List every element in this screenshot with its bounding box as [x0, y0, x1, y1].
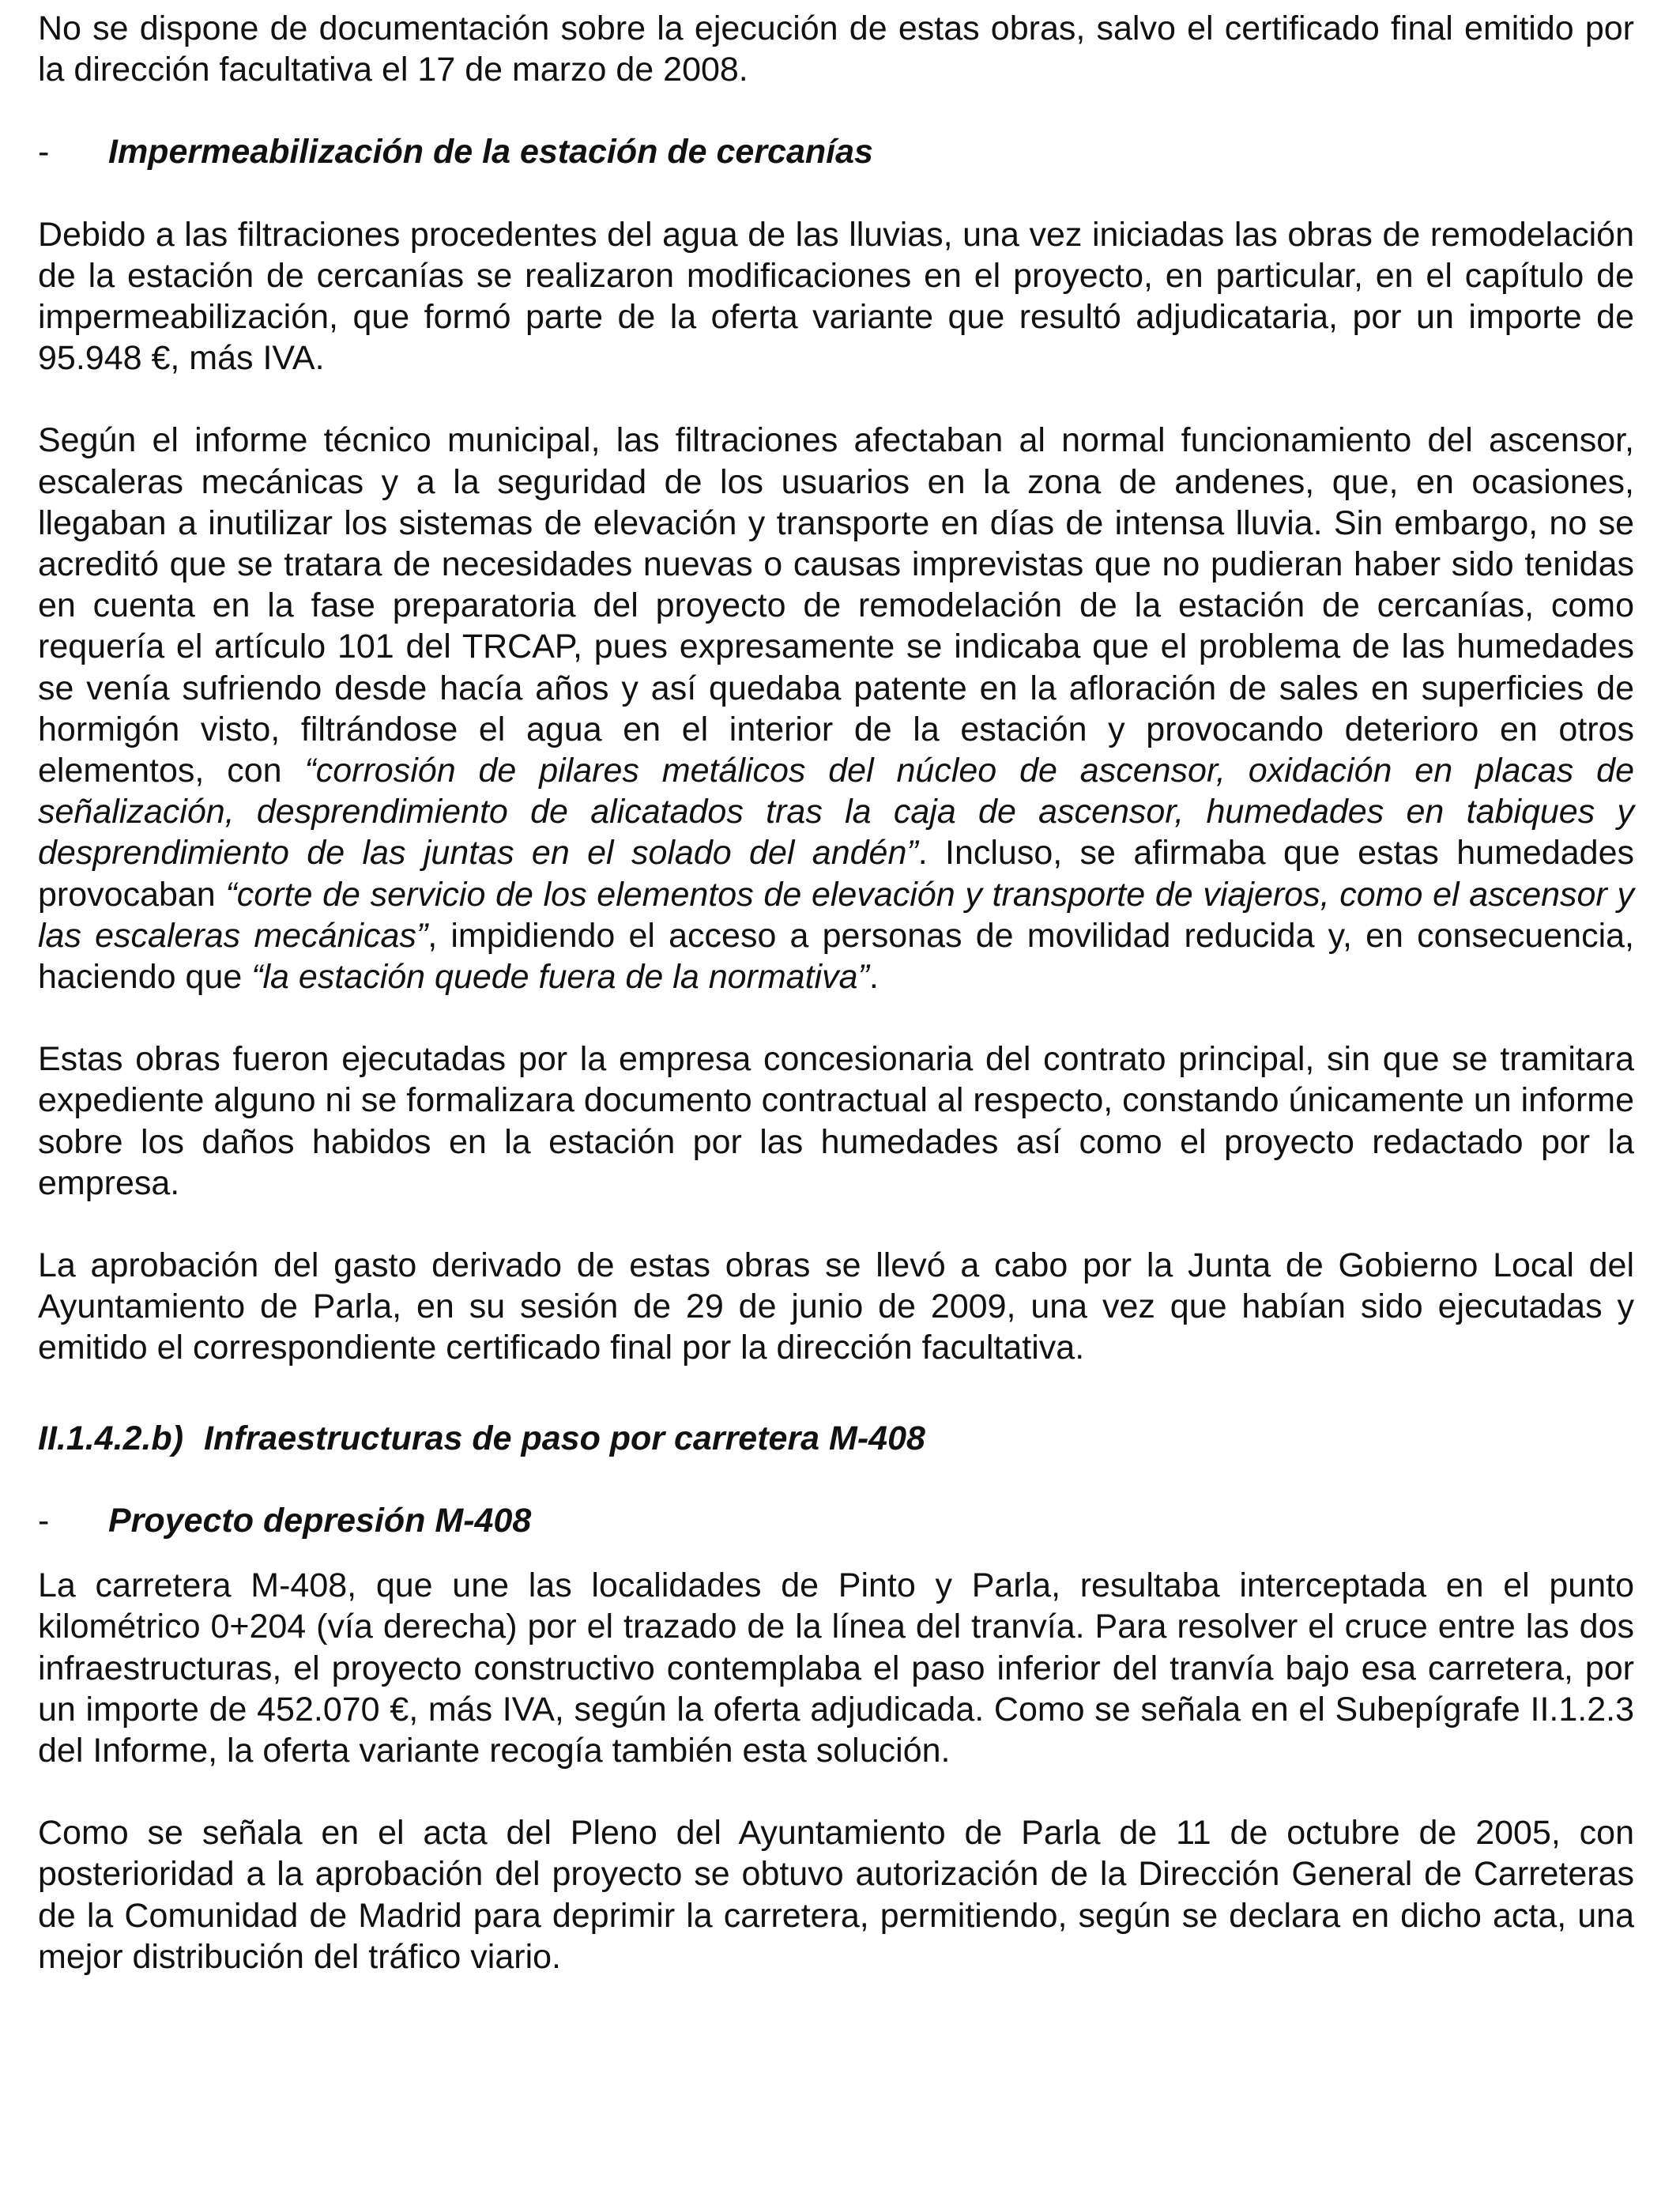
section-code: II.1.4.2.b)	[38, 1419, 184, 1457]
bullet-dash: -	[38, 133, 50, 172]
subheading-impermeabilizacion	[38, 131, 1634, 172]
text-run: . Incluso, se afirmaba que estas humedades provocaban	[38, 834, 1634, 914]
text-run: Según el informe técnico municipal, las filtraciones afectaban al normal funcionamiento del ascensor, escaleras mecánicas y a la seguridad de los usuarios en la zona de andenes, que, en ocasiones, llegaban a inutilizar los sistemas de elevación y transporte en días de intensa lluvia. Sin embargo, no se acreditó que se tratara de necesidades nuevas o causas imprevistas que no pudieran haber sido tenidas en cuenta en la fase preparatoria del proyecto de remodelación de la estación de cercanías, como requería el artículo 101 del TRCAP, pues expresamente se indicaba que el problema de las humedades se venía sufriendo desde hacía años y así quedaba patente en la afloración de sales en superficies de hormigón visto, filtrándose el agua en el interior de la estación y provocando deterioro en otros elementos, con	[38, 421, 1634, 790]
quote-corte-servicio: “corte de servicio de los elementos de elevación y transporte de viajeros, como el ascensor y las escaleras mecánicas”	[38, 875, 1634, 955]
paragraph-ejecucion: Estas obras fueron ejecutadas por la empresa concesionaria del contrato principal, sin que se tramitara expediente alguno ni se formalizara documento contractual al respecto, constando únicamente un informe sobre los daños habidos en la estación por las humedades así como el proyecto redactado por la empresa.	[38, 1040, 1634, 1202]
paragraph-filtraciones: Debido a las filtraciones procedentes del agua de las lluvias, una vez iniciadas las obras de remodelación de la estación de cercanías se realizaron modificaciones en el proyecto, en particular, en el capítulo de impermeabilización, que formó parte de la oferta variante que resultó adjudicataria, por un importe de 95.948 €, más IVA.	[38, 215, 1634, 378]
section-heading	[38, 1418, 1634, 1459]
subheading-title: Proyecto depresión M-408	[108, 1501, 532, 1540]
paragraph-informe-tecnico	[38, 420, 1634, 997]
section-title: Infraestructuras de paso por carretera M-408	[204, 1419, 925, 1457]
paragraph-aprobacion-gasto: La aprobación del gasto derivado de estas obras se llevó a cabo por la Junta de Gobierno Local del Ayuntamiento de Parla, en su sesión de 29 de junio de 2009, una vez que habían sido ejecutadas y emitido el correspondiente certificado final por la dirección facultativa.	[38, 1246, 1634, 1367]
quote-corrosion: “corrosión de pilares metálicos del núcleo de ascensor, oxidación en placas de señalización, desprendimiento de alicatados tras la caja de ascensor, humedades en tabiques y desprendimiento de las juntas en el solado del andén”	[38, 752, 1635, 873]
paragraph-intro: No se dispone de documentación sobre la ejecución de estas obras, salvo el certificado final emitido por la dirección facultativa el 17 de marzo de 2008.	[38, 9, 1634, 89]
paragraph-carretera: La carretera M-408, que une las localidades de Pinto y Parla, resultaba interceptada en el punto kilométrico 0+204 (vía derecha) por el trazado de la línea del tranvía. Para resolver el cruce entre las dos infraestructuras, el proyecto constructivo contemplaba el paso inferior del tranvía bajo esa carretera, por un importe de 452.070 €, más IVA, según la oferta adjudicada. Como se señala en el Subepígrafe II.1.2.3 del Informe, la oferta variante recogía también esta solución.	[38, 1566, 1634, 1770]
bullet-dash: -	[38, 1501, 50, 1540]
quote-normativa: “la estación quede fuera de la normativa”	[251, 958, 869, 997]
paragraph-acta-pleno: Como se señala en el acta del Pleno del Ayuntamiento de Parla de 11 de octubre de 2005, con posterioridad a la aprobación del proyecto se obtuvo autorización de la Dirección General de Carreteras de la Comunidad de Madrid para deprimir la carretera, permitiendo, según se declara en dicho acta, una mejor distribución del tráfico viario.	[38, 1814, 1634, 1976]
document-page	[38, 8, 1634, 1977]
text-run: .	[868, 958, 879, 997]
subheading-proyecto-depresion	[38, 1500, 1634, 1541]
text-run: , impidiendo el acceso a personas de movilidad reducida y, en consecuencia, haciendo que	[38, 916, 1635, 997]
subheading-title: Impermeabilización de la estación de cercanías	[108, 133, 873, 172]
